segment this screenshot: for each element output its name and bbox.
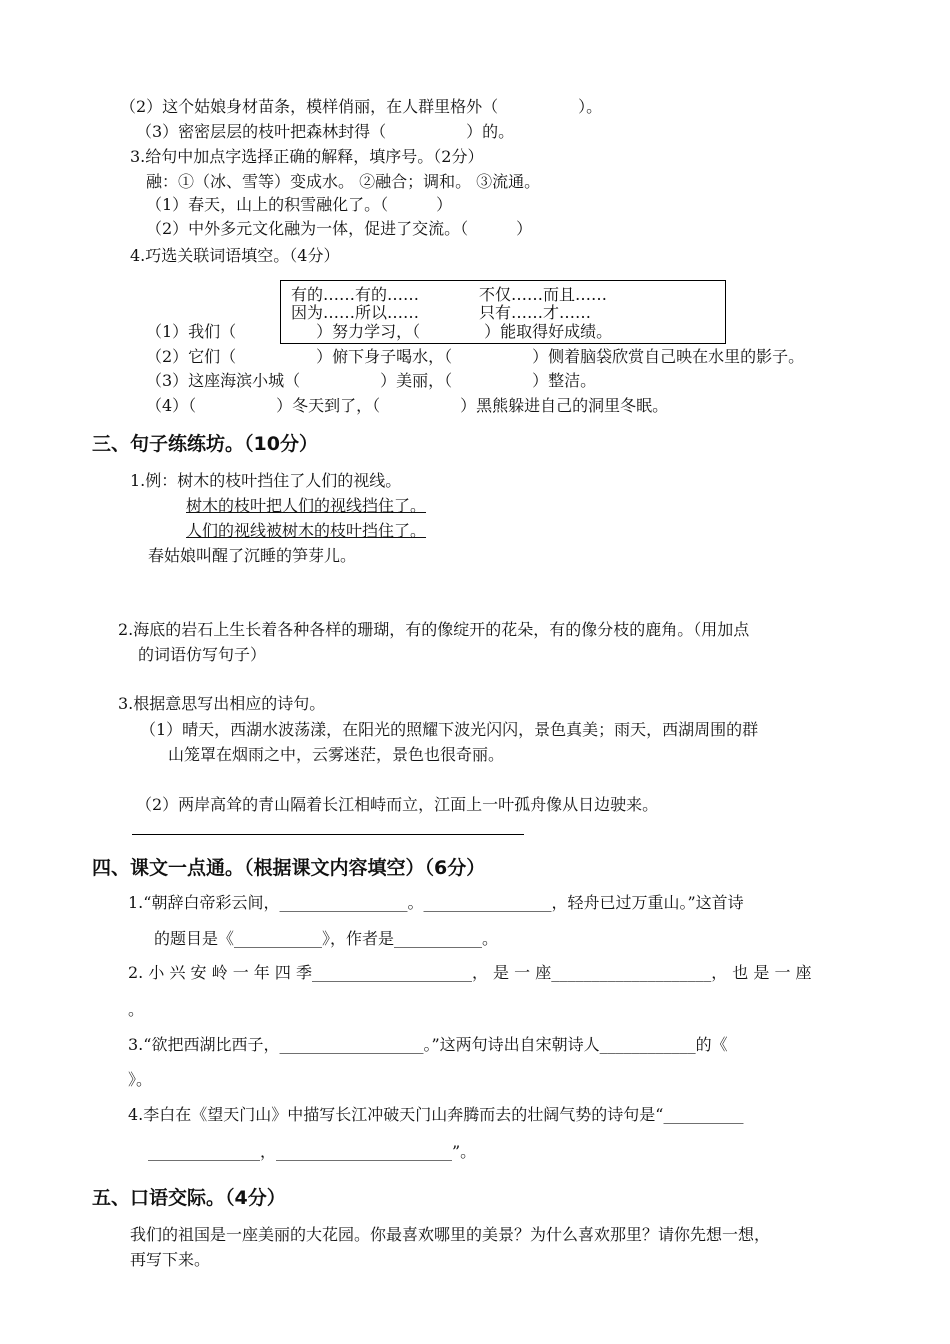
section-3-title: 三、句子练练坊。（10分） (92, 433, 318, 455)
question-2-line-2: 的词语仿写句子） (138, 645, 267, 664)
question-3-2: （2）中外多元文化融为一体，促进了交流。（ ） (146, 219, 533, 238)
poem-meaning-1-line-2: 山笼罩在烟雨之中，云雾迷茫，景色也很奇丽。 (168, 745, 505, 764)
conjunction-option: 只有……才…… (479, 303, 592, 322)
fill-2-line-1: 2. 小 兴 安 岭 一 年 四 季____________________， 是 一 座____________________， 也 是 一 座 (128, 963, 812, 982)
question-2-2: （2）这个姑娘身材苗条，模样俏丽，在人群里格外（ ）。 (120, 97, 603, 116)
answer-line (132, 834, 524, 835)
conjunction-option: 因为……所以…… (291, 303, 420, 322)
example-answer-2: 人们的视线被树木的枝叶挡住了。 (186, 521, 427, 540)
prompt-line-2: 再写下来。 (130, 1250, 211, 1269)
question-3-title: 3.给句中加点字选择正确的解释，填序号。（2分） (130, 147, 484, 166)
question-2-line-1: 2.海底的岩石上生长着各种各样的珊瑚，有的像绽开的花朵，有的像分枝的鹿角。（用加点 (118, 620, 750, 639)
section-5-title: 五、口语交际。（4分） (92, 1187, 286, 1209)
question-3-title: 3.根据意思写出相应的诗句。 (118, 694, 326, 713)
question-4-title: 4.巧选关联词语填空。（4分） (130, 246, 340, 265)
fill-3-line-2: 》。 (128, 1070, 153, 1089)
fill-2-line-2: 。 (128, 1000, 145, 1019)
conjunction-option: 有的……有的…… (291, 285, 420, 304)
question-sentence: 春姑娘叫醒了沉睡的笋芽儿。 (148, 546, 357, 565)
fill-3-line-1: 3.“欲把西湖比西子，__________________。”这两句诗出自宋朝诗人____________的《 (128, 1035, 728, 1054)
fill-4-line-1: 4.李白在《望天门山》中描写长江冲破天门山奔腾而去的壮阔气势的诗句是“__________ (128, 1105, 744, 1124)
fill-1-line-1: 1.“朝辞白帝彩云间，________________。________________，轻舟已过万重山。”这首诗 (128, 893, 744, 912)
question-2-3: （3）密密层层的枝叶把森林封得（ ）的。 (136, 122, 515, 141)
fill-1-line-2: 的题目是《___________》，作者是___________。 (154, 929, 499, 948)
question-3-1: （1）春天，山上的积雪融化了。（ ） (146, 195, 453, 214)
question-4-4: （4）（ ）冬天到了，（ ）黑熊躲进自己的洞里冬眠。 (146, 396, 669, 415)
poem-meaning-1-line-1: （1）晴天，西湖水波荡漾，在阳光的照耀下波光闪闪，景色真美；雨天，西湖周围的群 (140, 720, 759, 739)
fill-4-line-2: ______________，______________________”。 (148, 1142, 477, 1161)
poem-meaning-2: （2）两岸高耸的青山隔着长江相峙而立，江面上一叶孤舟像从日边驶来。 (136, 795, 659, 814)
example-answer-1: 树木的枝叶把人们的视线挡住了。 (186, 496, 427, 515)
prompt-line-1: 我们的祖国是一座美丽的大花园。你最喜欢哪里的美景？为什么喜欢那里？请你先想一想， (130, 1225, 771, 1244)
example-sentence: 1.例：树木的枝叶挡住了人们的视线。 (130, 471, 402, 490)
question-3-definitions: 融：①（冰、雪等）变成水。 ②融合；调和。 ③流通。 (146, 172, 541, 191)
section-4-title: 四、课文一点通。（根据课文内容填空）（6分） (92, 857, 486, 879)
question-4-2: （2）它们（ ）俯下身子喝水，（ ）侧着脑袋欣赏自己映在水里的影子。 (146, 347, 805, 366)
conjunction-option: 不仅……而且…… (479, 285, 608, 304)
question-4-3: （3）这座海滨小城（ ）美丽，（ ）整洁。 (146, 371, 597, 390)
question-4-1: （1）我们（ ）努力学习，（ ）能取得好成绩。 (146, 322, 613, 341)
